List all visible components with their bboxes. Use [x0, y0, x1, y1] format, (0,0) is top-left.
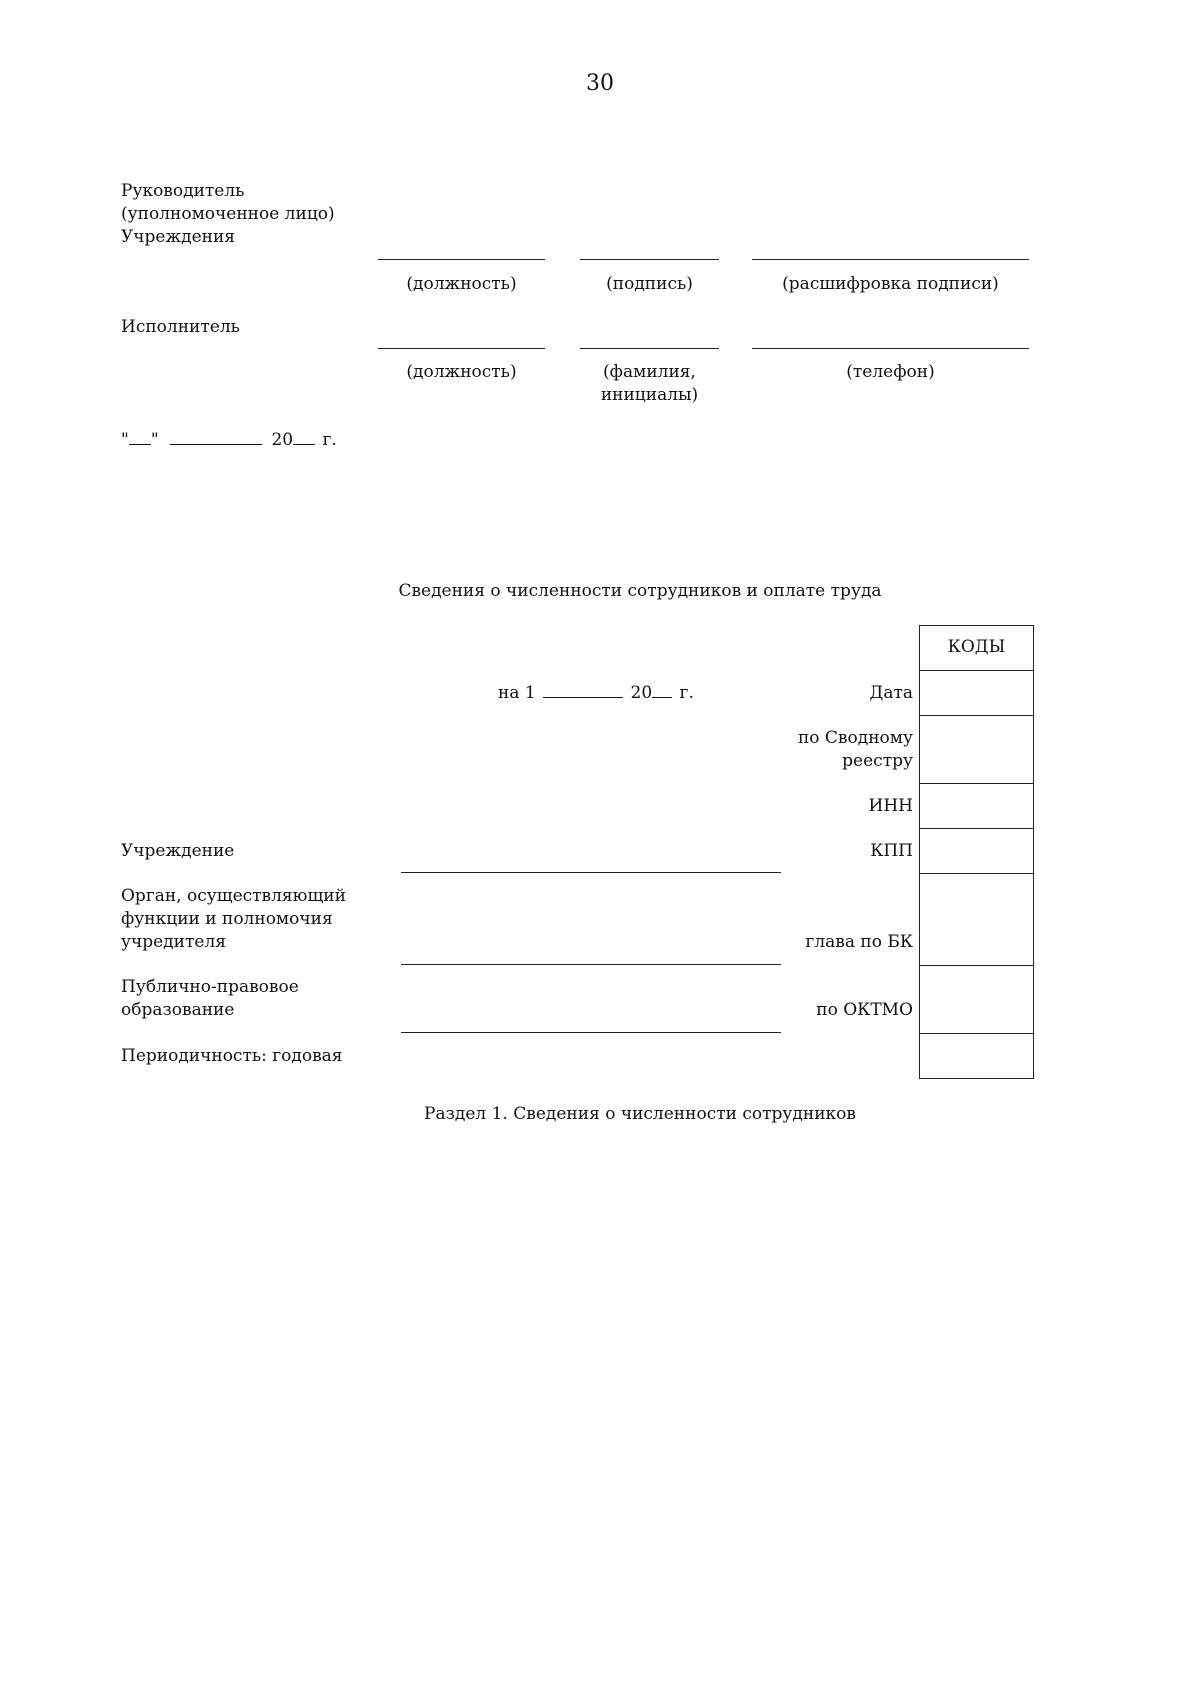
municipality-line	[401, 1032, 781, 1033]
executor-phone-line	[752, 348, 1029, 349]
head-position-line	[378, 259, 545, 260]
codes-header: КОДЫ	[947, 637, 1006, 657]
report-date-row	[498, 682, 694, 705]
executor-caption-phone: (телефон)	[846, 362, 935, 382]
report-date-prefix: на 1	[498, 683, 536, 703]
executor-label: Исполнитель	[121, 317, 240, 337]
section-title: Раздел 1. Сведения о численности сотрудников	[424, 1104, 856, 1124]
executor-caption-name: (фамилия, инициалы)	[600, 362, 699, 405]
head-signature-line	[580, 259, 719, 260]
head-caption-position: (должность)	[406, 274, 517, 294]
codes-divider-1	[919, 670, 1034, 671]
day-blank	[129, 430, 151, 445]
codes-divider-3	[919, 783, 1034, 784]
codes-divider-2	[919, 715, 1034, 716]
code-label-kpp: КПП	[870, 841, 913, 861]
code-label-registry: по Сводному реестру	[797, 728, 913, 771]
label-periodicity: Периодичность: годовая	[121, 1046, 343, 1066]
report-year-blank	[652, 683, 672, 698]
executor-caption-position: (должность)	[406, 362, 517, 382]
label-institution: Учреждение	[121, 841, 235, 861]
executor-name-line	[580, 348, 719, 349]
label-founder: Орган, осуществляющий функции и полномочия учредителя	[121, 886, 346, 952]
month-blank	[170, 430, 262, 445]
executor-position-line	[378, 348, 545, 349]
codes-divider-4	[919, 828, 1034, 829]
code-label-date: Дата	[869, 683, 913, 703]
report-date-suffix: г.	[679, 683, 694, 703]
date-year-prefix: 20	[271, 430, 294, 450]
form-title: Сведения о численности сотрудников и оплате труда	[398, 581, 882, 601]
head-caption-decoding: (расшифровка подписи)	[782, 274, 999, 294]
report-month-blank	[543, 683, 623, 698]
page-number: 30	[586, 71, 614, 96]
institution-line	[401, 872, 781, 873]
report-year-prefix: 20	[630, 683, 653, 703]
signature-date-line	[121, 429, 337, 452]
codes-divider-6	[919, 965, 1034, 966]
year-blank	[293, 430, 315, 445]
codes-divider-7	[919, 1033, 1034, 1034]
date-quote-open: "	[121, 430, 129, 450]
head-decoding-line	[752, 259, 1029, 260]
codes-divider-5	[919, 873, 1034, 874]
code-label-oktmo: по ОКТМО	[816, 1000, 913, 1020]
head-caption-signature: (подпись)	[606, 274, 693, 294]
date-quote-close: "	[150, 430, 159, 450]
head-label: Руководитель (уполномоченное лицо) Учреждения	[121, 181, 335, 247]
label-municipality: Публично-правовое образование	[121, 977, 299, 1020]
code-label-bk: глава по БК	[805, 932, 913, 952]
codes-table	[919, 625, 1034, 1079]
code-label-inn: ИНН	[868, 796, 913, 816]
date-suffix: г.	[322, 430, 337, 450]
founder-line	[401, 964, 781, 965]
